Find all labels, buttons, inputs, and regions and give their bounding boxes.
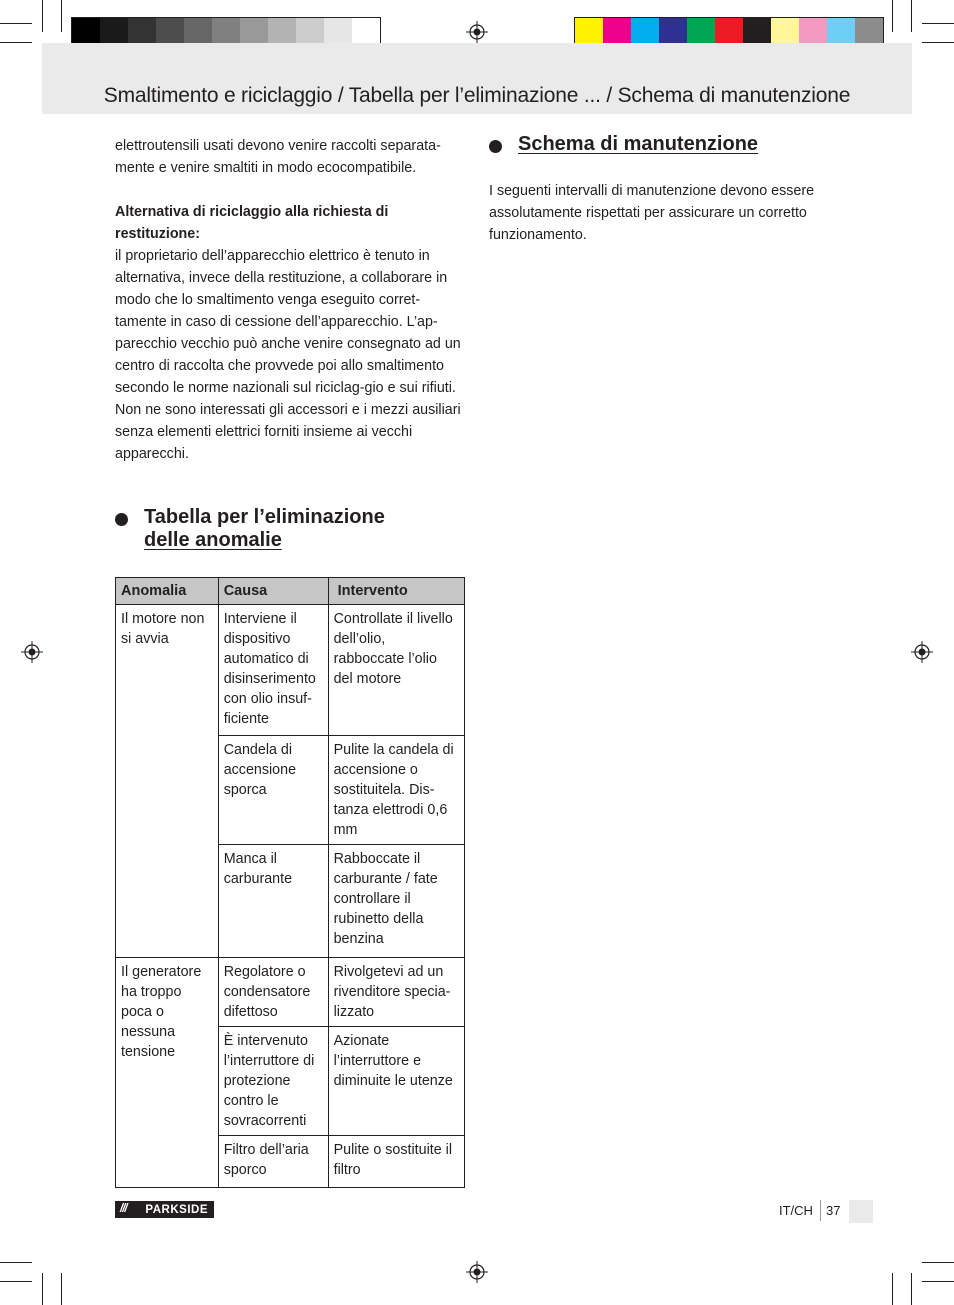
maintenance-heading: Schema di manutenzione bbox=[518, 133, 759, 155]
crop-mark bbox=[0, 23, 32, 24]
color-swatch bbox=[743, 18, 771, 45]
registration-target-icon bbox=[466, 1261, 488, 1283]
troubleshooting-table bbox=[115, 577, 465, 1188]
color-swatch bbox=[296, 18, 324, 45]
cause-cell: È intervenuto l’interruttore di protezione contro le sovracorrenti bbox=[218, 1027, 328, 1136]
color-swatch bbox=[72, 18, 100, 45]
alternative-recycling-paragraph: il proprietario dell’apparecchio elettrico è tenuto in alternativa, invece della restituzione, a collaborare in modo che lo smaltimento venga eseguito corret-tamente in caso di cessione dell’apparecchio. L’ap-parecchio vecchio può anche venire consegnato ad un centro di raccolta che provvede poi allo smaltimento secondo le norme nazionali sul riciclag-gio e sui rifiuti. Non ne sono interessati gli accessori e i mezzi ausiliari senza elementi elettrici forniti insieme ai vecchi apparecchi. bbox=[115, 248, 461, 462]
crop-mark bbox=[0, 1262, 32, 1263]
crop-mark bbox=[0, 1281, 32, 1282]
column-header-intervento: Intervento bbox=[328, 578, 464, 605]
page-title: Smaltimento e riciclaggio / Tabella per l’eliminazione ... / Schema di manutenzione bbox=[103, 84, 851, 107]
bullet-icon bbox=[489, 140, 502, 153]
process-color-bar bbox=[574, 17, 884, 46]
action-cell: Rabboccate il carburante / fate controllare il rubinetto della benzina bbox=[328, 845, 464, 958]
footer-tab bbox=[849, 1200, 873, 1223]
color-swatch bbox=[799, 18, 827, 45]
registration-target-icon bbox=[911, 641, 933, 663]
color-swatch bbox=[855, 18, 883, 45]
crop-mark bbox=[922, 23, 954, 24]
intro-paragraph: elettroutensili usati devono venire raccolti separata-mente e venire smaltiti in modo ecocompatibile. bbox=[115, 138, 441, 176]
color-swatch bbox=[128, 18, 156, 45]
column-header-anomalia: Anomalia bbox=[116, 578, 219, 605]
crop-mark bbox=[42, 1273, 43, 1305]
anomaly-cell: Il motore non si avvia bbox=[116, 605, 219, 958]
color-swatch bbox=[687, 18, 715, 45]
troubleshooting-heading bbox=[144, 506, 385, 552]
cause-cell: Filtro dell’aria sporco bbox=[218, 1136, 328, 1188]
color-swatch bbox=[659, 18, 687, 45]
color-swatch bbox=[156, 18, 184, 45]
crop-mark bbox=[911, 1273, 912, 1305]
color-swatch bbox=[603, 18, 631, 45]
crop-mark bbox=[892, 0, 893, 32]
color-swatch bbox=[184, 18, 212, 45]
crop-mark bbox=[911, 0, 912, 32]
cause-cell: Regolatore o condensatore difettoso bbox=[218, 958, 328, 1027]
bullet-icon bbox=[115, 513, 128, 526]
cause-cell: Manca il carburante bbox=[218, 845, 328, 958]
grayscale-color-bar bbox=[71, 17, 381, 46]
logo-stripes-icon: /// bbox=[120, 1203, 127, 1215]
column-header-causa: Causa bbox=[218, 578, 328, 605]
anomaly-cell: Il generatore ha troppo poca o nessuna tensione bbox=[116, 958, 219, 1188]
alternative-recycling-heading: Alternativa di riciclaggio alla richiesta di restituzione: bbox=[115, 204, 389, 242]
crop-mark bbox=[61, 1273, 62, 1305]
color-swatch bbox=[212, 18, 240, 45]
action-cell: Pulite la candela di accensione o sostituitela. Dis-tanza elettrodi 0,6 mm bbox=[328, 736, 464, 845]
color-swatch bbox=[100, 18, 128, 45]
page-number: 37 bbox=[826, 1203, 841, 1218]
color-swatch bbox=[324, 18, 352, 45]
action-cell: Controllate il livello dell’olio, rabboccate l’olio del motore bbox=[328, 605, 464, 736]
color-swatch bbox=[575, 18, 603, 45]
crop-mark bbox=[922, 1262, 954, 1263]
color-swatch bbox=[715, 18, 743, 45]
footer-divider bbox=[820, 1200, 821, 1221]
action-cell: Pulite o sostituite il filtro bbox=[328, 1136, 464, 1188]
registration-target-icon bbox=[21, 641, 43, 663]
color-swatch bbox=[631, 18, 659, 45]
crop-mark bbox=[42, 0, 43, 32]
brand-name: PARKSIDE bbox=[145, 1203, 208, 1216]
table-row bbox=[116, 958, 465, 1027]
registration-target-icon bbox=[466, 21, 488, 43]
language-code: IT/CH bbox=[779, 1203, 813, 1218]
troubleshooting-heading-line2: delle anomalie bbox=[144, 529, 282, 551]
table-header-row bbox=[116, 578, 465, 605]
cause-cell: Candela di accensione sporca bbox=[218, 736, 328, 845]
table-row bbox=[116, 605, 465, 736]
color-swatch bbox=[827, 18, 855, 45]
color-swatch bbox=[268, 18, 296, 45]
cause-cell: Interviene il dispositivo automatico di disinserimento con olio insuf-ficiente bbox=[218, 605, 328, 736]
color-swatch bbox=[771, 18, 799, 45]
parkside-logo bbox=[115, 1201, 214, 1218]
crop-mark bbox=[922, 42, 954, 43]
action-cell: Azionate l’interruttore e diminuite le utenze bbox=[328, 1027, 464, 1136]
maintenance-paragraph: I seguenti intervalli di manutenzione devono essere assolutamente rispettati per assicurare un corretto funzionamento. bbox=[489, 183, 815, 243]
color-swatch bbox=[240, 18, 268, 45]
crop-mark bbox=[61, 0, 62, 32]
crop-mark bbox=[0, 42, 32, 43]
troubleshooting-heading-line1: Tabella per l’eliminazione bbox=[144, 506, 385, 528]
crop-mark bbox=[922, 1281, 954, 1282]
color-swatch bbox=[352, 18, 380, 45]
crop-mark bbox=[892, 1273, 893, 1305]
action-cell: Rivolgetevi ad un rivenditore specia-lizzato bbox=[328, 958, 464, 1027]
